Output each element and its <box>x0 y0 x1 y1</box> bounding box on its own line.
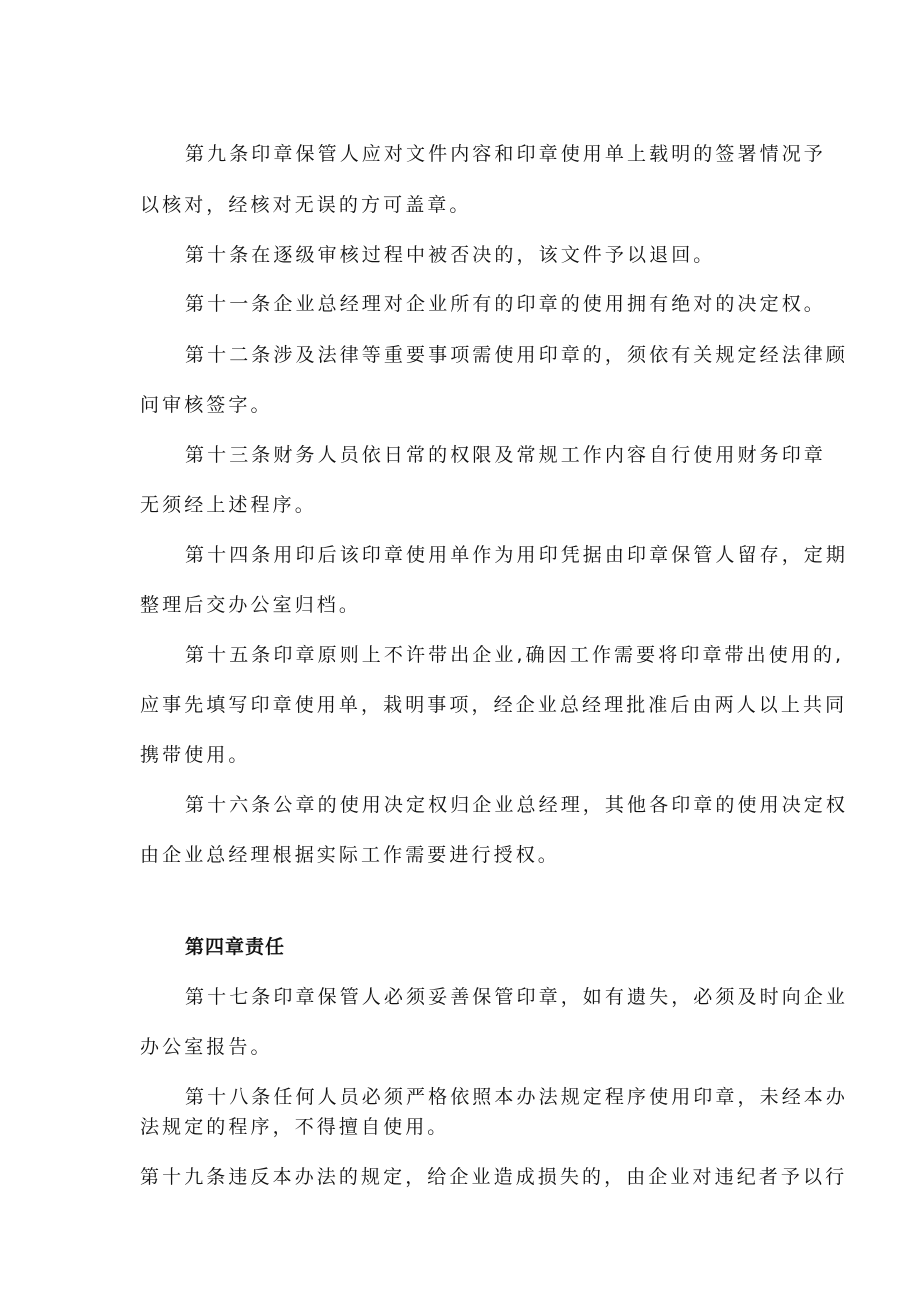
article-16-line-1: 第十六条公章的使用决定权归企业总经理，其他各印章的使用决定权 <box>185 794 849 816</box>
article-15-line-3: 携带使用。 <box>140 744 251 766</box>
article-10-line-1: 第十条在逐级审核过程中被否决的，该文件予以退回。 <box>185 244 716 266</box>
article-14-line-1: 第十四条用印后该印章使用单作为用印凭据由印章保管人留存，定期 <box>185 544 849 566</box>
article-14-line-2: 整理后交办公室归档。 <box>140 594 362 616</box>
article-15-line-2: 应事先填写印章使用单，栽明事项，经企业总经理批准后由两人以上共同 <box>140 694 848 716</box>
article-9-line-1: 第九条印章保管人应对文件内容和印章使用单上载明的签署情况予 <box>185 143 826 165</box>
article-12-line-1: 第十二条涉及法律等重要事项需使用印章的，须依有关规定经法律顾 <box>185 344 849 366</box>
article-17-line-2: 办公室报告。 <box>140 1036 273 1058</box>
article-13-line-2: 无须经上述程序。 <box>140 494 317 516</box>
article-19-line-1: 第十九条违反本办法的规定，给企业造成损失的，由企业对违纪者予以行 <box>140 1166 848 1188</box>
article-18-line-1: 第十八条任何人员必须严格依照本办法规定程序使用印章，未经本办 <box>185 1086 849 1108</box>
article-18-line-2: 法规定的程序，不得擅自使用。 <box>140 1116 450 1138</box>
chapter-4-heading: 第四章责任 <box>185 936 286 958</box>
article-16-line-2: 由企业总经理根据实际工作需要进行授权。 <box>140 844 560 866</box>
article-15-line-1: 第十五条印章原则上不许带出企业,确因工作需要将印章带出使用的, <box>185 644 845 666</box>
article-12-line-2: 问审核签字。 <box>140 394 273 416</box>
article-9-line-2: 以核对，经核对无误的方可盖章。 <box>140 194 472 216</box>
article-13-line-1: 第十三条财务人员依日常的权限及常规工作内容自行使用财务印章 <box>185 444 826 466</box>
article-17-line-1: 第十七条印章保管人必须妥善保管印章，如有遗失，必须及时向企业 <box>185 986 849 1008</box>
article-11-line-1: 第十一条企业总经理对企业所有的印章的使用拥有绝对的决定权。 <box>185 293 826 315</box>
